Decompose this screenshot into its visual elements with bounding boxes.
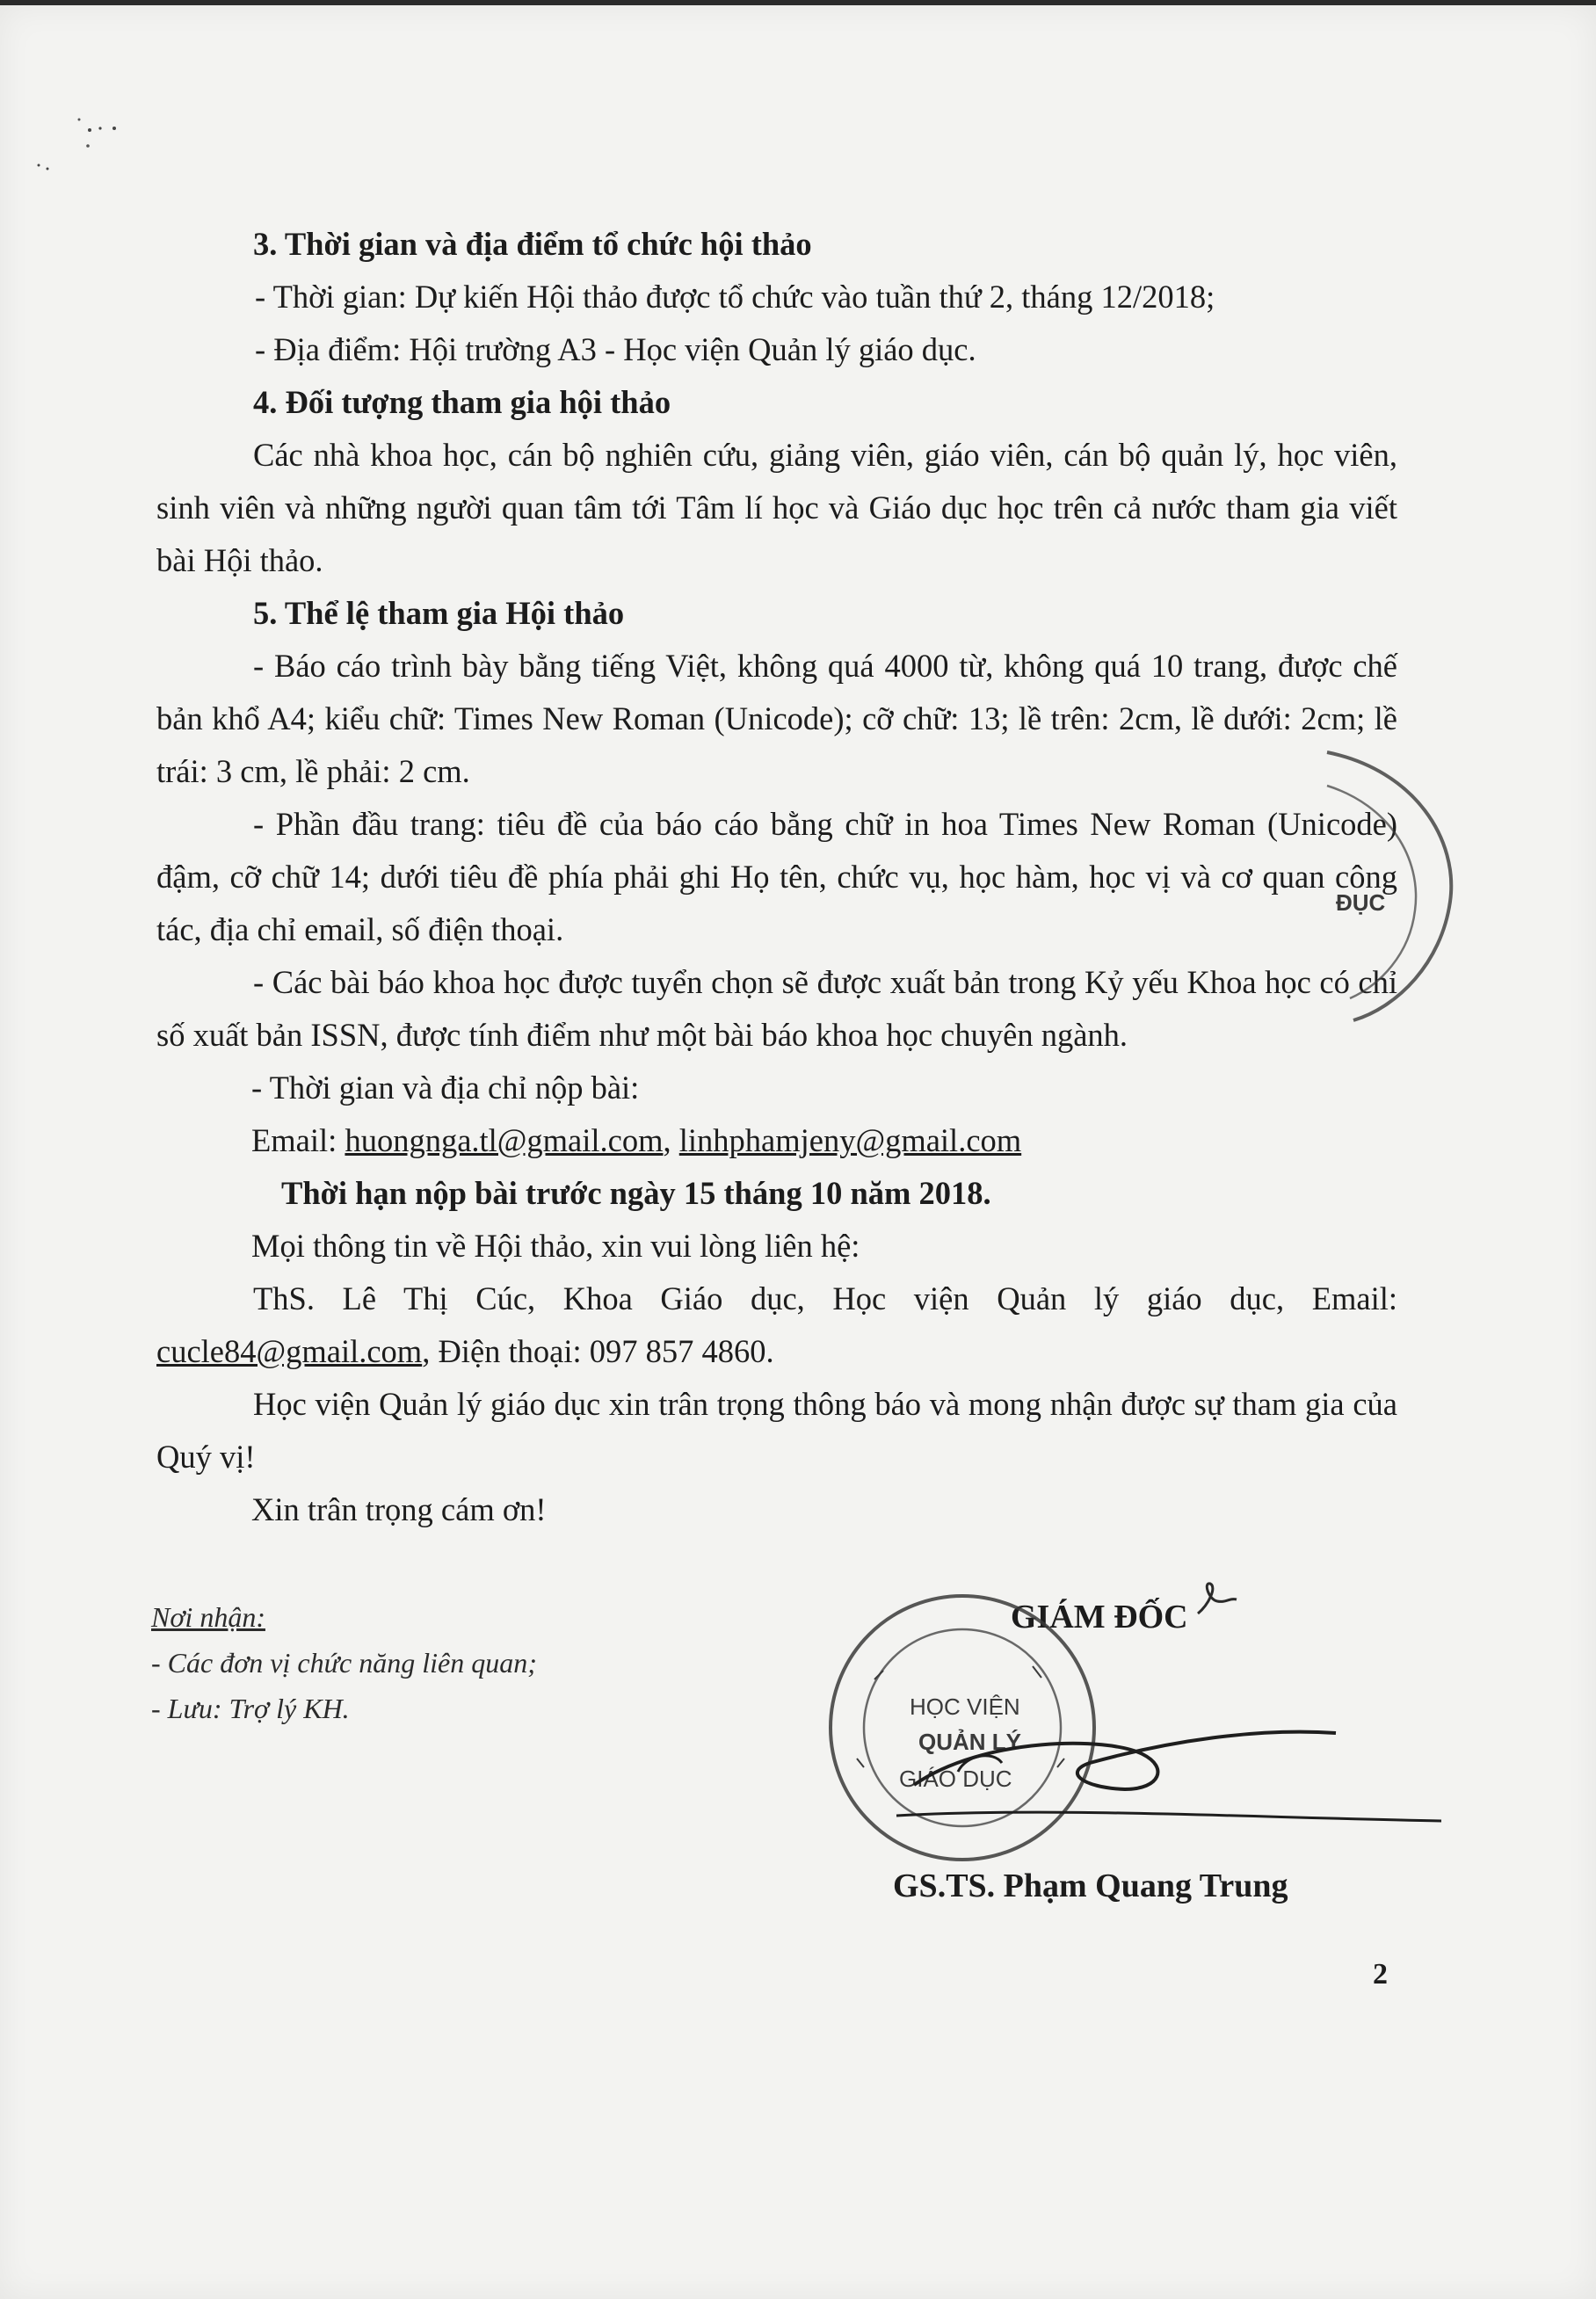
section3-heading: 3. Thời gian và địa điểm tổ chức hội thảo — [253, 226, 812, 262]
partial-seal-icon — [1318, 735, 1459, 1033]
paper-specks — [26, 111, 132, 181]
recipients-block — [151, 1594, 678, 1731]
seal-line-3: GIÁO DỤC — [899, 1766, 1012, 1792]
email-separator: , — [663, 1122, 679, 1158]
recipients-title: Nơi nhận: — [151, 1601, 265, 1633]
section4-heading: 4. Đối tượng tham gia hội thảo — [253, 384, 671, 420]
section5-rule-publication: - Các bài báo khoa học được tuyển chọn sẽ được xuất bản trong Kỷ yếu Khoa học có chỉ số xuất bản ISSN, được tính điểm như một bài báo khoa học chuyên ngành. — [156, 964, 1397, 1053]
contact-phone: , Điện thoại: 097 857 4860. — [422, 1333, 774, 1369]
document-page — [0, 5, 1596, 2299]
section4-body: Các nhà khoa học, cán bộ nghiên cứu, giảng viên, giáo viên, cán bộ quản lý, học viên, sinh viên và những người quan tâm tới Tâm lí học và Giáo dục học trên cả nước tham gia viết bài Hội thảo. — [156, 437, 1397, 578]
section5-heading: 5. Thể lệ tham gia Hội thảo — [253, 595, 625, 631]
seal-line-1: HỌC VIỆN — [910, 1693, 1020, 1720]
email-link-2[interactable]: linhphamjeny@gmail.com — [678, 1122, 1022, 1158]
section5-submit-label: - Thời gian và địa chỉ nộp bài: — [251, 1070, 640, 1106]
recipient-item: - Các đơn vị chức năng liên quan; — [151, 1647, 537, 1679]
recipient-item: - Lưu: Trợ lý KH. — [151, 1693, 350, 1724]
initial-mark-icon — [1191, 1578, 1244, 1622]
contact-details — [156, 1273, 1397, 1378]
section5-rule-header: - Phần đầu trang: tiêu đề của báo cáo bằng chữ in hoa Times New Roman (Unicode) đậm, cỡ chữ 14; dưới tiêu đề phía phải ghi Họ tên, chức vụ, học hàm, học vị và cơ quan công tác, địa chỉ email, số điện thoại. — [156, 806, 1397, 947]
contact-intro: Mọi thông tin về Hội thảo, xin vui lòng liên hệ: — [251, 1228, 860, 1264]
closing-thanks: Xin trân trọng cám ơn! — [251, 1491, 547, 1527]
section3-time: - Thời gian: Dự kiến Hội thảo được tổ chức vào tuần thứ 2, tháng 12/2018; — [255, 279, 1215, 315]
section3-venue: - Địa điểm: Hội trường A3 - Học viện Quản lý giáo dục. — [255, 331, 976, 367]
contact-email-link[interactable]: cucle84@gmail.com — [156, 1333, 423, 1369]
email-link-1[interactable]: huongnga.tl@gmail.com — [345, 1122, 664, 1158]
page-number: 2 — [1373, 1958, 1388, 1991]
section5-deadline: Thời hạn nộp bài trước ngày 15 tháng 10 năm 2018. — [281, 1175, 991, 1211]
contact-person: ThS. Lê Thị Cúc, Khoa Giáo dục, Học viện Quản lý giáo dục, Email: — [253, 1280, 1397, 1316]
section5-emails — [156, 1114, 1397, 1167]
email-prefix: Email: — [251, 1122, 345, 1158]
svg-text:ĐỤC: ĐỤC — [1336, 889, 1386, 916]
handwritten-signature-icon — [879, 1701, 1459, 1851]
signer-name: GS.TS. Phạm Quang Trung — [893, 1867, 1288, 1904]
closing-notice: Học viện Quản lý giáo dục xin trân trọng thông báo và mong nhận được sự tham gia của Quý vị! — [156, 1386, 1397, 1475]
section5-rule-format: - Báo cáo trình bày bằng tiếng Việt, không quá 4000 từ, không quá 10 trang, được chế bản khổ A4; kiểu chữ: Times New Roman (Unicode); cỡ chữ: 13; lề trên: 2cm, lề dưới: 2cm; lề trái: 3 cm, lề phải: 2 cm. — [156, 648, 1397, 789]
seal-line-2: QUẢN LÝ — [918, 1729, 1021, 1755]
signer-position: GIÁM ĐỐC — [1011, 1599, 1188, 1635]
document-body — [156, 218, 1397, 1536]
